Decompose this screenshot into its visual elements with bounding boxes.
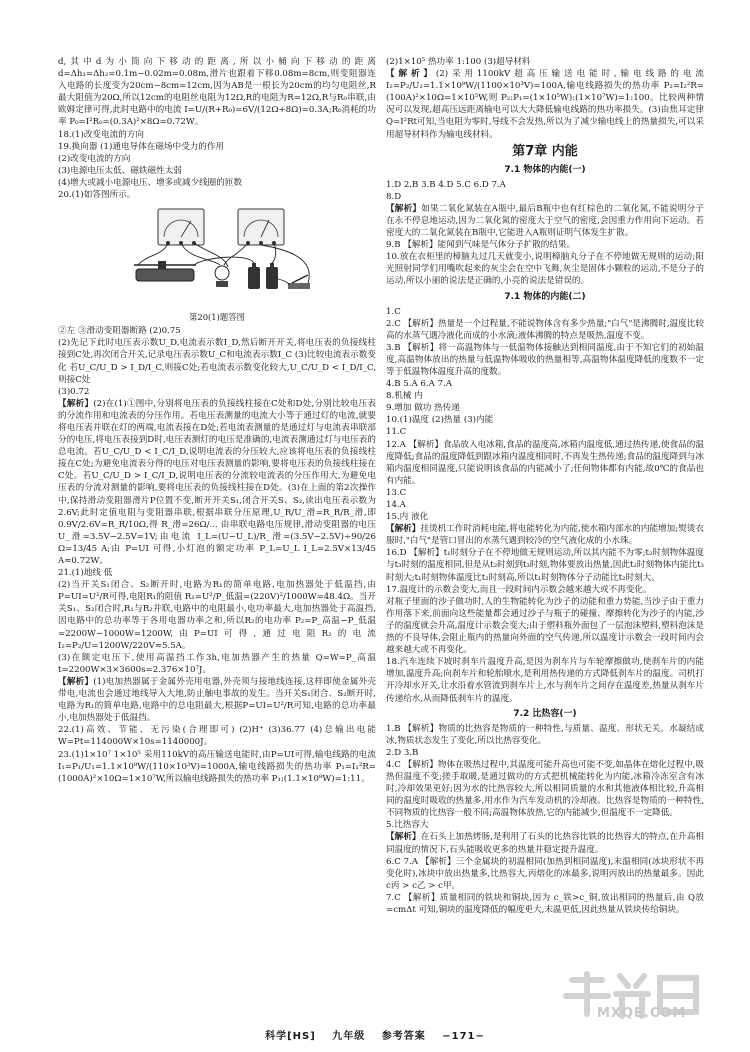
answer-text: (2)在(1)①图中,分别将电压表的负接线柱接在C处和D处,分别比较电压表的分流作用和电流表的分压作用。若电压表测量的电流大小等于通过灯的电流,就要将电压表并联在灯的两端,电流表接在D处;若电流表测量的是通过灯与电流表串联部分的电压,将电压表接到D时,电压表测灯的电压是准确的,电流表测通过灯与电压表的总电流。若U_C/U_D < I_C/I_D,说明电流表的分压较大,应该将电压表的负接线柱接在C处;为避免电流表分得的电压对电压表测量的影响,要将电压表的负接线柱接在C处。若U_C/U_D > I_C/I_D,说明电压表的分流较电流表的分压作用大,为避免电压表的分流对测量的影响,要将电压表的负接线柱接在D处。(3)在上面的第2次操作中,保持滑动变阻器滑片P位置不变,断开开关S₁,闭合开关S、S₂,读出电压表示数为2.6V;此时定值电阻与变阻器串联,根据串联分压原理,U_R/U_滑=R_R/R_滑,即 0.9V/2.6V=R_R/10Ω,得 R_滑=26Ω/... 由串联电路电压规律,滑动变阻器的电压 U_滑=3.5V−2.5V=1V;由电流 I_L=(U−U_L)/R_滑=(3.5V−2.5V)÷90/26 Ω=13/45 A;由 P=UI 可得,小灯泡的额定功率 P_L=U_L I_L=2.5V×13/45 A≈0.72W。	[58, 398, 376, 566]
answer-line	[386, 239, 704, 251]
answer-text: 15.内 液化	[386, 512, 429, 523]
answer-text: 18.(1)改变电流的方向	[58, 129, 144, 140]
answer-text: (2)当开关S₁闭合、S₂断开时,电路为R₁的简单电路,电加热器处于低温挡,由P=UI=U²/R可得,电阻R₁的阻值 R₁=U²/P_低温=(220V)²/1000W=48.4Ω。当开关S₁、S₂闭合时,R₁与R₂并联,电路中的电阻最小,电功率最大,电加热器处于高温挡,因电路中的总功率等于各用电器功率之和,所以R₂的电功率 P₂=P_高温−P_低温=2200W−1000W=1200W,由P=UI可得,通过电阻R₂的电流 I₂=P₂/U=1200W/220V≈5.5A。	[58, 580, 376, 651]
lamp-icon	[215, 266, 229, 287]
answer-line	[386, 856, 704, 892]
section-title: 7.2 比热容(一)	[513, 708, 577, 719]
answer-line	[386, 68, 704, 141]
answer-text: 6.C 7.A 【解析】三个金属块的初温相同(加热到相同温度),末温相同(冰块形状不再变化时),冰块中放出热量多,比热容大,丙熔化的冰最多,说明丙放出的热量最多。因此 c丙 > c乙 > c甲。	[386, 856, 704, 891]
left-column	[58, 56, 376, 785]
answer-text: (3)0.72	[58, 386, 90, 397]
answer-text: 4.C 【解析】物体在吸热过程中,其温度可能升高也可能不变,如晶体在熔化过程中,吸热但温度不变;搓手取暖,是通过做功的方式把机械能转化为内能,冰箱冷冻室含有冰时,冷却效果更好;因为水的比热容较大,所以相同质量的水和其他液体相比较,升高相同的温度时吸收的热量多,用水作为汽车发动机的冷却液。比热容是物质的一种特性,不同物质的比热容一般不同;高温物体放热,它的内能减少,但温度不一定降低。	[386, 759, 704, 819]
answer-line	[386, 318, 704, 342]
section-answers	[386, 723, 704, 917]
answer-text: 9.B 【解析】能闻到气味是气体分子扩散的结果。	[386, 240, 576, 251]
answer-line	[386, 426, 704, 438]
section-title: 7.1 物体的内能(二)	[504, 291, 586, 302]
ammeter-icon	[238, 209, 284, 245]
figure-caption: 第20(1)题答图	[188, 312, 246, 323]
answer-text: 14.A	[386, 500, 406, 510]
answer-line	[386, 439, 704, 487]
answer-line	[58, 337, 376, 385]
answer-line	[386, 390, 704, 402]
answer-text: 4.B 5.A 6.A 7.A	[386, 379, 452, 390]
answer-line	[386, 306, 704, 318]
sections	[386, 164, 704, 916]
voltmeter-icon	[158, 209, 204, 245]
answer-text: 7.C 【解析】质量相同的铁块和铜块,因为 c_铁>c_铜,放出相同的热量后,由 Q放=cmΔt 可知,铜块的温度降低的幅度更大,末温更低,因此热量从铁块传给铜块。	[386, 892, 704, 915]
answer-text: 1.B 【解析】物质的比热容是物质的一种特性,与质量、温度、形状无关。水凝结成冰,物质状态发生了变化,所以比热容变化。	[386, 723, 704, 746]
answer-line	[58, 56, 376, 129]
answer-text: 8.D	[386, 191, 402, 202]
answer-line	[386, 596, 704, 656]
answer-text: 3.B 【解析】将一高温物体与一低温物体接触达到相同温度,由于不知它们的初始温度,高温物体放出的热量与低温物体吸收的热量相等,高温物体温度降低的度数不一定等于低温物体温度升高的度数。	[386, 342, 704, 377]
analysis-tag: 【解析】	[58, 398, 94, 409]
answer-text: 11.C	[386, 427, 407, 438]
answer-text: 22.(1)高效、节能、无污染(合理即可) (2)H⁺ (3)36.77 (4)总输出电能 W=Pt=114000W×10s=1140000J。	[58, 725, 376, 748]
answer-line	[386, 342, 704, 378]
answer-text: 21.(1)地线 低	[58, 568, 113, 579]
answer-line	[58, 165, 376, 177]
answer-text: 如果二氧化氮装在A瓶中,最后B瓶中也有红棕色的二氧化氮,不能说明分子在永不停息地运动,因为二氧化氮的密度大于空气的密度,会因重力作用向下运动。若密度大的二氧化氮装在B瓶中,它能进入A瓶则证明气体发生扩散。	[386, 203, 704, 239]
watermark-logo	[552, 966, 722, 1034]
answer-text: 2.C 【解析】热量是一个过程量,不能说物体含有多少热量;"白气"是沸腾时,温度比较高的水蒸气遇冷液化而成的小水滴;液体沸腾的特点是吸热,温度不变。	[386, 318, 704, 341]
answer-text: 17.温度计的示数会变大,而且一段时间内示数会越来越大或不再变化。	[386, 584, 652, 595]
answer-line	[58, 153, 376, 165]
answer-text: 5.比热容大	[386, 820, 429, 831]
answer-text: 10.放在衣柜里的樟脑丸过几天就变小,说明樟脑丸分子在不停地做无规则的运动;阳光照射同学们用嘴吹起来的灰尘会在空中飞舞,灰尘是固体小颗粒的运动,不是分子的运动,所以小丽的说法是正确的,小亮的说法是错误的。	[386, 252, 704, 287]
answer-text: 20.(1)如答图所示。	[58, 190, 136, 201]
answer-line	[386, 584, 704, 596]
answer-line	[386, 523, 704, 547]
answer-block-23-cont	[386, 56, 704, 141]
answer-line	[386, 56, 704, 68]
answer-text: 16.D 【解析】t₁时刻分子在不停地做无规则运动,所以其内能不为零;t₂时刻物体温度与t₃时刻的温度相同,但是从t₂时刻到t₃时刻,物体要放出热量,因此t₂时刻物体内能比t₃时刻大;t₁时刻物体温度比t₂时刻高,所以t₁时刻物体分子动能比t₂时刻大。	[386, 548, 704, 583]
answer-line	[58, 398, 376, 567]
answer-text: d,其中d为小筒向下移动的距离,所以小桶向下移动的距离 d=Δh₁=Δh₂=0.1m−0.02m=0.08m,滑片也跟着下移0.08m=8cm,则变阻器连入电路的长度变为20cm−8cm=12cm,因为AB是一根长为20cm的均匀电阻丝,R最大阻值为20Ω,所以12cm的电阻丝电阻为12Ω,R的电阻为R=12Ω,R与R₀串联,由欧姆定律可得,此时电路中的电流 I=U/(R+R₀)=6V/(12Ω+8Ω)=0.3A;R₀消耗的功率 P₀=I²R₀=(0.3A)²×8Ω=0.72W。	[58, 57, 376, 128]
answer-line	[386, 191, 704, 203]
answer-line	[386, 402, 704, 414]
answer-text: (2)采用1100kV超高压输送电能时,输电线路的电流 I₂=P₂/U₂=1.1×10⁸W/(1100×10³V)=100A,输电线路损失的热功率 P₂=I₂²R=(100A)²×10Ω=1×10⁵W,则 P₂:P₁=(1×10⁵W):(1×10⁷W)=1:100。比较两种情况可以发现,超高压远距离输电可以大大降低输电线路的热功率损失。(3)由焦耳定律 Q=I²Rt可知,当电阻为零时,导线不会发热,所以为了减少输电线上的热量损失,可以采用超导材料作为输电线材料。	[386, 69, 704, 140]
circuit-diagram-image	[128, 203, 318, 307]
section-title: 7.1 物体的内能(一)	[504, 164, 586, 175]
answer-text: (2)1×10⁵ 热功率 1:100 (3)超导材料	[386, 57, 531, 67]
analysis-tag: 【解析】	[386, 832, 421, 843]
right-column	[386, 56, 704, 916]
answer-text: (2)先记下此时电压表示数U_D,电流表示数I_D,然后断开开关,将电压表的负接线柱接到C处,再次闭合开关,记录电压表示数U_C和电流表示数I_C (3)比较电流表示数变化 若U_C/U_D > I_D/I_C,则接C处;若电流表示数变化较大,U_C/U_D < I_D/I_C,则接C处	[58, 338, 376, 385]
answer-text: 对瓶子里面的沙子做功时,人的生物能转化为沙子的动能和重力势能,当沙子由于重力作用落下来,前面向这些能量都会通过沙子与瓶子的碰撞、摩擦转化为沙子的内能,沙子的温度就会升高,温度计示数会变大;由于塑料瓶外面包了一层泡沫塑料,塑料泡沫是热的不良导体,会阻止瓶内的热量向外面的空气传递,所以温度计示数会一段时间内会越来越大或不再变化。	[386, 596, 704, 656]
answer-line	[58, 386, 376, 398]
answer-line	[58, 325, 376, 337]
answer-text: 19.换向器 (1)通电导体在磁场中受力的作用	[58, 141, 225, 152]
answer-block-17-20	[58, 56, 376, 201]
answer-line	[386, 819, 704, 831]
answer-line	[386, 511, 704, 523]
answer-text: (3)在额定电压下,使用高温挡工作3h,电加热器产生的热量 Q=W=P_高温t=2200W×3×3600s=2.376×10⁷J。	[58, 652, 376, 675]
analysis-tag: 【解析】	[386, 69, 436, 80]
footer-page-number: −171−	[442, 1031, 485, 1042]
answer-line	[386, 487, 704, 499]
answer-line	[386, 656, 704, 704]
answer-line	[58, 129, 376, 141]
footer-subject: 科学[HS]	[265, 1031, 316, 1042]
answer-text: 12.A 【解析】食品放入电冰箱,食品的温度高,冰箱内温度低,通过热传递,使食品的温度降低;食品的温度降低到跟冰箱内温度相同时,不再发生热传递;食品的温度降到与冰箱内温度相同温度,只能说明该食品的内能减小了;任何物体都有内能,故0℃的食品也有内能。	[386, 439, 704, 486]
analysis-tag: 【解析】	[386, 524, 421, 535]
answer-text: (3)电源电压太低、磁铁磁性太弱	[58, 165, 182, 176]
answer-line	[58, 177, 376, 189]
answer-text: 8.机械 内	[386, 391, 423, 402]
watermark-text: MXQE.COM	[597, 1006, 687, 1021]
answer-block-20-23	[58, 325, 376, 785]
answer-line	[58, 189, 376, 201]
section-answers	[386, 179, 704, 288]
answer-text: ②左 ③滑动变阻器断路 (2)0.75	[58, 326, 181, 337]
answer-line	[386, 378, 704, 390]
answer-text: 挂烫机工作时消耗电能,将电能转化为内能,使水箱内部水的内能增加;熨烫衣服时,"白气"是管口冒出的水蒸气遇到较冷的空气液化成的小水珠。	[386, 524, 704, 547]
section-answers	[386, 306, 704, 705]
answer-line	[58, 749, 376, 785]
page-footer	[0, 1031, 750, 1043]
answer-line	[386, 203, 704, 239]
circuit-figure	[58, 203, 376, 311]
answer-line	[386, 414, 704, 426]
analysis-tag: 【解析】	[386, 203, 422, 214]
answer-line	[58, 141, 376, 153]
answer-text: (2)改变电流的方向	[58, 153, 131, 164]
answer-line	[386, 547, 704, 583]
answer-line	[386, 831, 704, 855]
analysis-tag: 【解析】	[58, 676, 94, 687]
answer-line	[386, 179, 704, 191]
answer-line	[58, 724, 376, 748]
answer-line	[58, 652, 376, 676]
answer-line	[386, 499, 704, 511]
chapter-title: 第7章 内能	[512, 143, 578, 159]
answer-line	[386, 723, 704, 747]
answer-text: 1.C	[386, 306, 401, 317]
answer-text: 10.(1)温度 (2)热量 (3)内能	[386, 415, 494, 426]
answer-text: 1.D 2.B 3.B 4.D 5.C 6.D 7.A	[386, 179, 506, 190]
answer-text: 9.增加 做功 热传递	[386, 403, 460, 414]
answer-line	[58, 676, 376, 724]
answer-line	[386, 892, 704, 916]
answer-line	[58, 579, 376, 652]
answer-line	[58, 567, 376, 579]
answer-line	[386, 759, 704, 819]
footer-grade: 九年级	[332, 1031, 366, 1042]
answer-text: 2.D 3.B	[386, 747, 419, 758]
answer-text: 在石头上加热烤肠,是利用了石头的比热容比铁的比热容大的特点,在升高相同温度的情况下,石头能吸收更多的热量并稳定提升温度。	[386, 832, 704, 855]
answer-text: (1)电加热器属于金属外壳用电器,外壳须与接地线连接,这样即使金属外壳带电,电流也会通过地线导入大地,防止触电事故的发生。当开关S₁闭合、S₂断开时,电路为R₁的简单电路,电路中的总电阻最大,根据P=UI=U²/R可知,电路的总功率最小,电加热器处于低温挡。	[58, 676, 376, 724]
answer-line	[386, 251, 704, 287]
footer-label: 参考答案	[381, 1031, 426, 1042]
answer-text: 18.汽车连续下坡时刹车片温度升高,是因为刹车片与车轮摩擦做功,使刹车片的内能增加,温度升高;向刹车片和轮胎喷水,是利用热传递的方式降低刹车片的温度。司机打开冷却水开关,让水沿着水管流到刹车片上,水与刹车片之间存在温度差,热量从刹车片传递给水,从而降低刹车片的温度。	[386, 657, 704, 704]
answer-text: 13.C	[386, 487, 407, 498]
answer-text: (4)增大或减小电源电压、增多或减少线圈的匝数	[58, 177, 243, 188]
answer-text: 23.(1)1×10⁷ 1×10⁵ 采用110kV的高压输送电能时,由P=UI可得,输电线路的电流 I₁=P₁/U₁=1.1×10⁸W/(110×10³V)=1000A,输电线路损失的热功率 P₁=I₁²R=(1000A)²×10Ω=1×10⁷W,所以输电线路损失的热功率 P₁:(1.1×10⁸W)=1:11。	[58, 749, 376, 784]
answer-line	[386, 747, 704, 759]
